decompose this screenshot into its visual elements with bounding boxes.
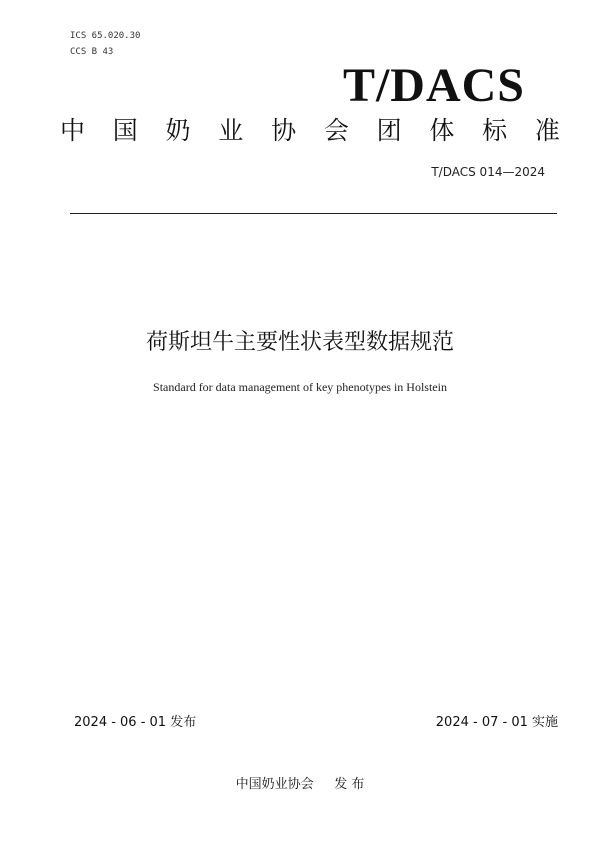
ccs-code: CCS B 43 — [70, 47, 114, 57]
ics-code: ICS 65.020.30 — [70, 31, 141, 41]
document-title-english: Standard for data management of key phenotypes in Holstein — [153, 380, 447, 394]
publisher-line: 中国奶业协会 发 布 — [235, 777, 365, 792]
org-title-char: 会 — [323, 116, 349, 145]
org-title-char: 中 — [60, 116, 86, 145]
standard-number: T/DACS 014—2024 — [431, 165, 545, 179]
org-title-char: 奶 — [165, 116, 191, 145]
org-title-char: 准 — [534, 116, 560, 145]
org-title-char: 协 — [271, 116, 297, 145]
issue-date: 2024 - 06 - 01 发布 — [74, 715, 197, 730]
organization-standard-title — [60, 114, 560, 148]
org-title-char: 团 — [376, 116, 402, 145]
org-title-char: 标 — [482, 116, 508, 145]
header-divider — [70, 213, 557, 214]
brand-logo-text: T/DACS — [342, 59, 525, 112]
document-title-chinese: 荷斯坦牛主要性状表型数据规范 — [145, 330, 454, 355]
classification-codes — [70, 28, 140, 60]
implementation-date: 2024 - 07 - 01 实施 — [435, 715, 558, 730]
org-title-char: 业 — [218, 116, 244, 145]
org-title-char: 体 — [429, 116, 455, 145]
org-title-char: 国 — [112, 116, 138, 145]
